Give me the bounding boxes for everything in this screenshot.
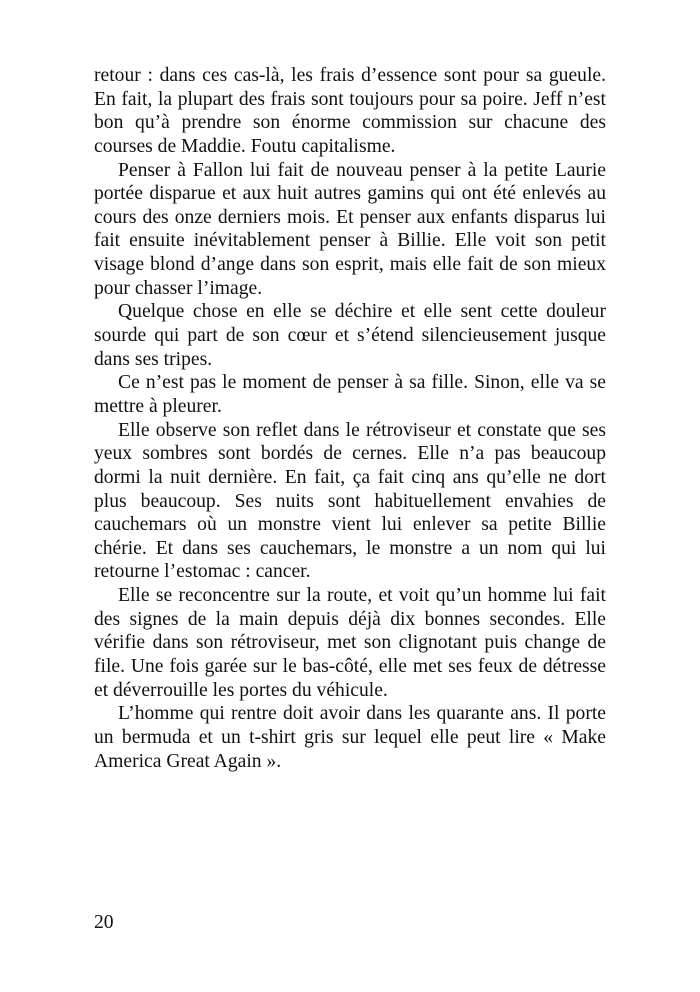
- text-line: un bermuda et un t-shirt gris sur lequel elle peut lire « Make: [94, 726, 606, 748]
- text-line: mettre à pleurer.: [94, 395, 222, 417]
- text-line: retourne l’estomac : cancer.: [94, 561, 311, 583]
- text-line: pour chasser l’image.: [94, 277, 263, 299]
- text-line: Ce n’est pas le moment de penser à sa fille. Sinon, elle va se: [118, 372, 606, 394]
- text-line: En fait, la plupart des frais sont toujours pour sa poire. Jeff n’est: [94, 88, 606, 110]
- body-text: [94, 64, 606, 773]
- paragraph: [94, 300, 606, 371]
- text-line: L’homme qui rentre doit avoir dans les quarante ans. Il porte: [118, 703, 606, 725]
- text-line: et déverrouille les portes du véhicule.: [94, 679, 388, 701]
- paragraph: [94, 419, 606, 584]
- paragraph: [94, 584, 606, 702]
- text-line: portée disparue et aux huit autres gamins qui ont été enlevés au: [94, 183, 606, 205]
- text-line: retour : dans ces cas-là, les frais d’essence sont pour sa gueule.: [94, 65, 606, 86]
- text-line: vérifie dans son rétroviseur, met son clignotant puis change de: [94, 632, 606, 654]
- text-line: visage blond d’ange dans son esprit, mais elle fait de son mieux: [94, 254, 606, 276]
- paragraph: [94, 371, 606, 418]
- text-line: bon qu’à prendre son énorme commission sur chacune des: [94, 112, 606, 134]
- page-number: 20: [94, 912, 114, 933]
- text-line: plus beaucoup. Ses nuits sont habituellement envahies de: [94, 490, 606, 512]
- text-line: America Great Again ».: [94, 750, 282, 772]
- text-line: dormi la nuit dernière. En fait, ça fait cinq ans qu’elle ne dort: [94, 466, 606, 488]
- text-line: Elle observe son reflet dans le rétroviseur et constate que ses: [118, 419, 606, 441]
- text-line: Quelque chose en elle se déchire et elle sent cette douleur: [118, 301, 606, 323]
- text-line: chérie. Et dans ses cauchemars, le monstre a un nom qui lui: [94, 537, 606, 559]
- paragraph: [94, 159, 606, 301]
- text-line: Elle se reconcentre sur la route, et voit qu’un homme lui fait: [118, 585, 606, 607]
- text-line: cauchemars où un monstre vient lui enlever sa petite Billie: [94, 514, 606, 536]
- text-line: cours des onze derniers mois. Et penser aux enfants disparus lui: [94, 206, 606, 228]
- text-line: sourde qui part de son cœur et s’étend silencieusement jusque: [94, 325, 606, 347]
- text-line: des signes de la main depuis déjà dix bonnes secondes. Elle: [94, 608, 606, 630]
- text-line: dans ses tripes.: [94, 348, 213, 370]
- text-line: Penser à Fallon lui fait de nouveau penser à la petite Laurie: [118, 159, 606, 181]
- text-line: courses de Maddie. Foutu capitalisme.: [94, 135, 396, 157]
- paragraph: [94, 64, 606, 159]
- text-line: yeux sombres sont bordés de cernes. Elle n’a pas beaucoup: [94, 443, 606, 465]
- paragraph: [94, 702, 606, 773]
- text-line: file. Une fois garée sur le bas-côté, elle met ses feux de détresse: [94, 656, 606, 678]
- text-line: fait ensuite inévitablement penser à Billie. Elle voit son petit: [94, 230, 606, 252]
